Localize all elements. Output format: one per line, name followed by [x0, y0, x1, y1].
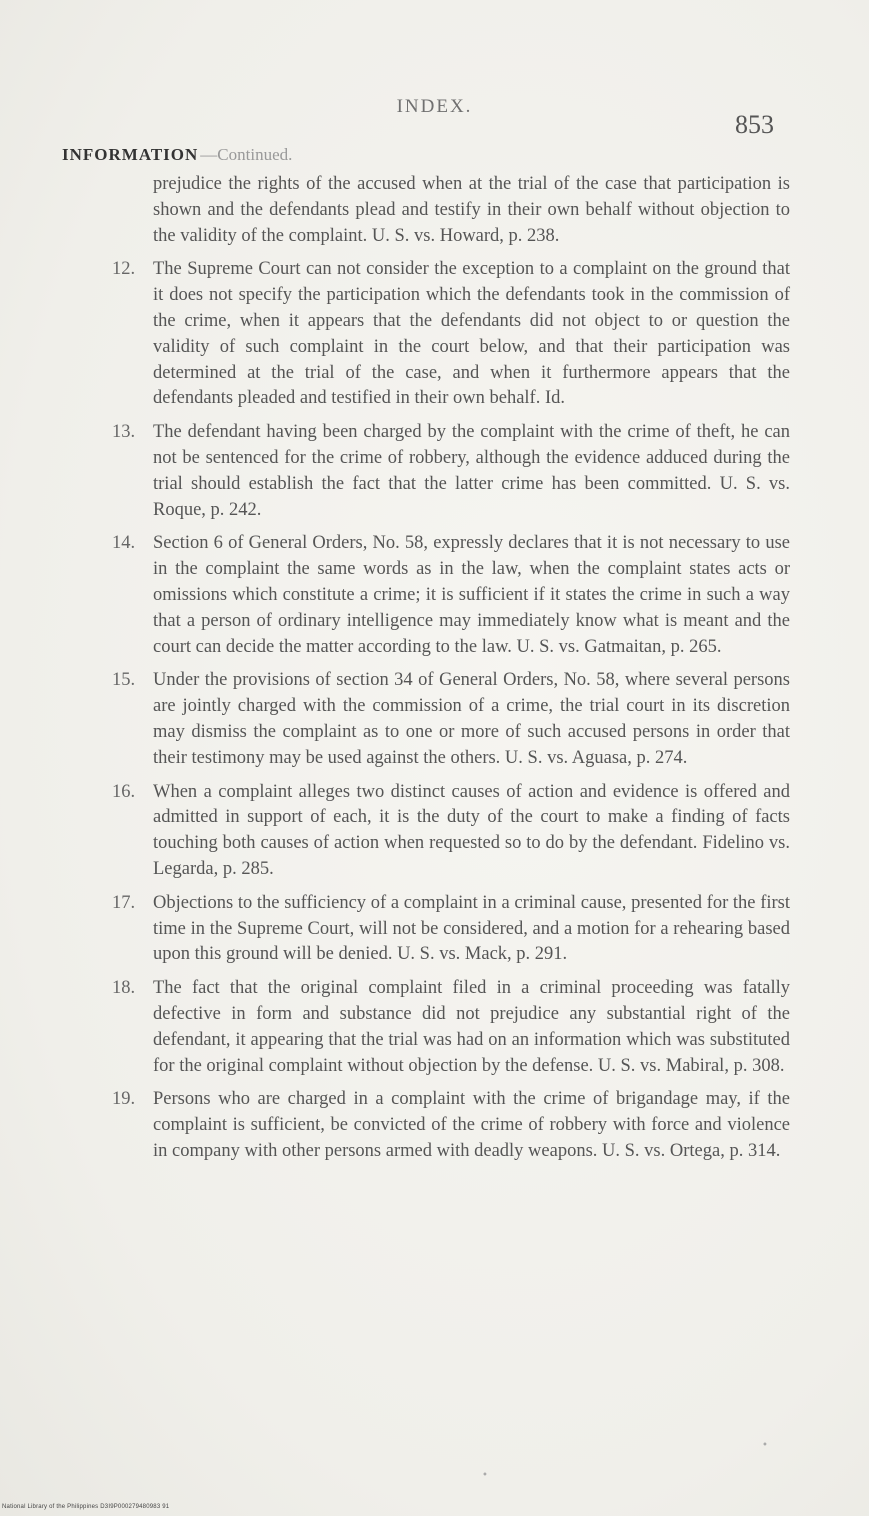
entry-text: Persons who are charged in a complaint with the crime of brigandage may, if the complaint is sufficient, be convicted of the crime of robbery with force and violence in company with other persons armed with deadly weapons. U. S. vs. Ortega, p. 314. [153, 1089, 790, 1161]
speck-mark: • [482, 1470, 488, 1481]
index-entry-19 [112, 1087, 790, 1164]
entry-text: Objections to the sufficiency of a complaint in a criminal cause, presented for the first time in the Supreme Court, will not be considered, and a motion for a rehearing based upon this ground will be denied. U. S. vs. Mack, p. 291. [153, 892, 790, 965]
entry-number: 13. [112, 422, 136, 443]
scan-footer: National Library of the Philippines D3I9P000279480983 91 [2, 1504, 170, 1510]
entry-text: The Supreme Court can not consider the exception to a complaint on the ground that it does not specify the participation which the defendants took in the commission of the crime, when it appears that the defendants did not object to or question the validity of such complaint in the court below, and that their participation was determined at the trial of the case, and when it furthermore appears that the defendants pleaded and testified in their own behalf. Id. [153, 259, 790, 409]
index-entry-15 [112, 668, 790, 771]
index-entry-13 [112, 420, 790, 523]
index-entry-14 [112, 531, 790, 660]
entry-number: 18. [112, 978, 136, 999]
entry-number: 16. [112, 781, 136, 802]
section-continued: —Continued. [200, 145, 293, 164]
entry-number: 14. [112, 533, 136, 554]
page-number: 853 [735, 110, 774, 139]
entry-text: When a complaint alleges two distinct causes of action and evidence is offered and admitted in support of each, it is the duty of the court to make a finding of facts touching both causes of action when requested so to do by the defendant. Fidelino vs. Legarda, p. 285. [153, 781, 790, 879]
entry-text: Under the provisions of section 34 of General Orders, No. 58, where several persons are jointly charged with the commission of a crime, the trial court in its discretion may dismiss the complaint as to one or more of such accused persons in order that their testimony may be used against the others. U. S. vs. Aguasa, p. 274. [153, 670, 790, 768]
index-entry-16 [112, 780, 790, 883]
entry-number: 12. [112, 259, 136, 280]
index-entry-17 [112, 891, 790, 968]
index-entry-12 [112, 257, 790, 412]
entry-number: 17. [112, 892, 136, 913]
speck-mark: • [762, 1440, 768, 1451]
index-entries [112, 172, 790, 1173]
entry-text: Section 6 of General Orders, No. 58, expressly declares that it is not necessary to use in the complaint the same words as in the law, when the complaint states acts or omissions which constitute a crime; it is sufficient if it states the crime in such a way that a person of ordinary intelligence may immediately know what is meant and the court can decide the matter according to the law. U. S. vs. Gatmaitan, p. 265. [153, 533, 790, 657]
entry-text: The fact that the original complaint filed in a criminal proceeding was fatally defective in form and substance did not prejudice any substantial right of the defendant, it appearing that the trial was had on an information which was substituted for the original complaint without objection by the defense. U. S. vs. Mabiral, p. 308. [153, 978, 790, 1076]
index-entry-18 [112, 976, 790, 1079]
section-keyword: INFORMATION [62, 145, 199, 164]
entry-number: 19. [112, 1089, 136, 1110]
entry-text: The defendant having been charged by the complaint with the crime of theft, he can not be sentenced for the crime of robbery, although the evidence adduced during the trial should establish the fact that the latter crime has been committed. U. S. vs. Roque, p. 242. [153, 422, 790, 520]
section-heading [62, 145, 292, 165]
running-head: INDEX. [396, 96, 473, 117]
entry-number: 15. [112, 670, 136, 691]
index-entry-continued [112, 172, 790, 249]
entry-text: prejudice the rights of the accused when at the trial of the case that participation is shown and the defendants plead and testify in their own behalf without objection to the validity of the complaint. U. S. vs. Howard, p. 238. [153, 174, 790, 246]
